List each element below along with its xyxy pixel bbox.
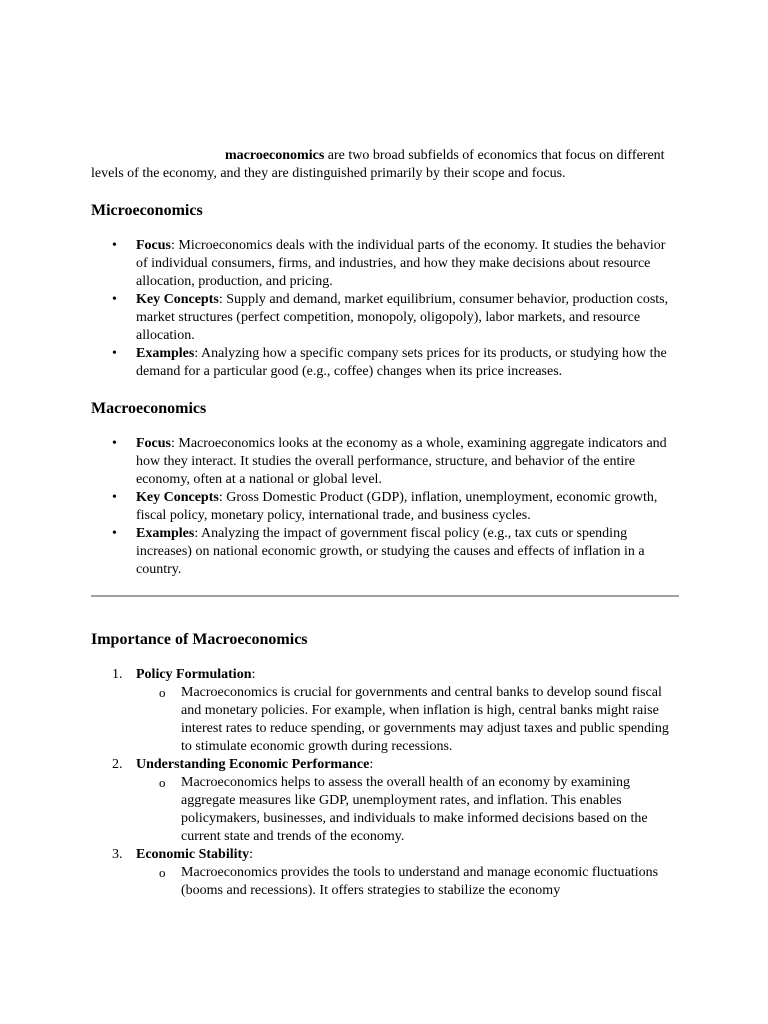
intro-text: are two broad subfields of economics that focus on different levels of the economy, and they are distinguished primarily by their scope and focus. [91,148,665,181]
item-text: : Analyzing how a specific company sets prices for its products, or studying how the demand for a particular good (e.g., coffee) changes when its price increases. [136,346,667,379]
circle-bullet-icon: o [159,775,166,790]
item-term: Examples [136,346,195,361]
importance-heading: Importance of Macroeconomics [91,631,308,648]
numbered-item [91,756,679,846]
item-term: Economic Stability [136,847,250,862]
list-item [91,489,679,525]
sub-item-text: Macroeconomics helps to assess the overall health of an economy by examining aggregate measures like GDP, unemployment rates, and inflation. This enables policymakers, businesses, and individuals to make informed decisions based on the current state and trends of the economy. [181,775,648,844]
item-colon: : [369,757,374,772]
circle-bullet-icon: o [159,685,166,700]
bullet-icon: • [112,346,117,361]
sub-list [136,774,679,846]
bullet-icon: • [112,490,117,505]
list-item [91,435,679,489]
item-term: Examples [136,526,195,541]
item-term: Understanding Economic Performance [136,757,370,772]
sub-list-item [136,864,679,900]
bullet-icon: • [112,526,117,541]
importance-list [91,666,679,900]
item-text: : Analyzing the impact of government fiscal policy (e.g., tax cuts or spending increases) on national economic growth, or studying the causes and effects of inflation in a country. [136,526,645,577]
sub-list-item [136,684,679,756]
numbered-item [91,846,679,900]
item-number: 1. [112,667,123,682]
list-item [91,237,679,291]
list-item [91,525,679,579]
item-colon: : [249,847,254,862]
numbered-item [91,666,679,756]
item-text: : Supply and demand, market equilibrium, consumer behavior, production costs, market structures (perfect competition, monopoly, oligopoly), labor markets, and resource allocation. [136,292,669,343]
sub-list [136,864,679,900]
document-body [91,147,679,900]
item-term: Policy Formulation [136,667,252,682]
item-number: 2. [112,757,123,772]
item-term: Key Concepts [136,292,219,307]
item-term: Key Concepts [136,490,219,505]
sub-item-text: Macroeconomics provides the tools to understand and manage economic fluctuations (booms and recessions). It offers strategies to stabilize the economy [181,865,659,898]
list-item [91,291,679,345]
circle-bullet-icon: o [159,865,166,880]
sub-list [136,684,679,756]
micro-list [91,237,679,381]
item-text: : Macroeconomics looks at the economy as a whole, examining aggregate indicators and how they interact. It studies the overall performance, structure, and behavior of the entire economy, often at a national or global level. [136,436,667,487]
intro-paragraph [91,147,679,183]
bullet-icon: • [112,292,117,307]
micro-heading: Microeconomics [91,202,203,219]
bullet-icon: • [112,238,117,253]
horizontal-divider [91,595,679,597]
item-term: Focus [136,238,171,253]
macro-heading: Macroeconomics [91,400,207,417]
macro-list [91,435,679,579]
item-text: : Gross Domestic Product (GDP), inflation, unemployment, economic growth, fiscal policy, monetary policy, international trade, and business cycles. [136,490,658,523]
item-colon: : [251,667,256,682]
bullet-icon: • [112,436,117,451]
item-text: : Microeconomics deals with the individual parts of the economy. It studies the behavior of individual consumers, firms, and industries, and how they make decisions about resource allocation, production, and pricing. [136,238,666,289]
sub-list-item [136,774,679,846]
sub-item-text: Macroeconomics is crucial for governments and central banks to develop sound fiscal and monetary policies. For example, when inflation is high, central banks might raise interest rates to reduce spending, or governments may adjust taxes and public spending to stimulate economic growth during recessions. [181,685,669,754]
item-term: Focus [136,436,171,451]
item-number: 3. [112,847,123,862]
intro-bold-term: macroeconomics [225,148,325,163]
list-item [91,345,679,381]
